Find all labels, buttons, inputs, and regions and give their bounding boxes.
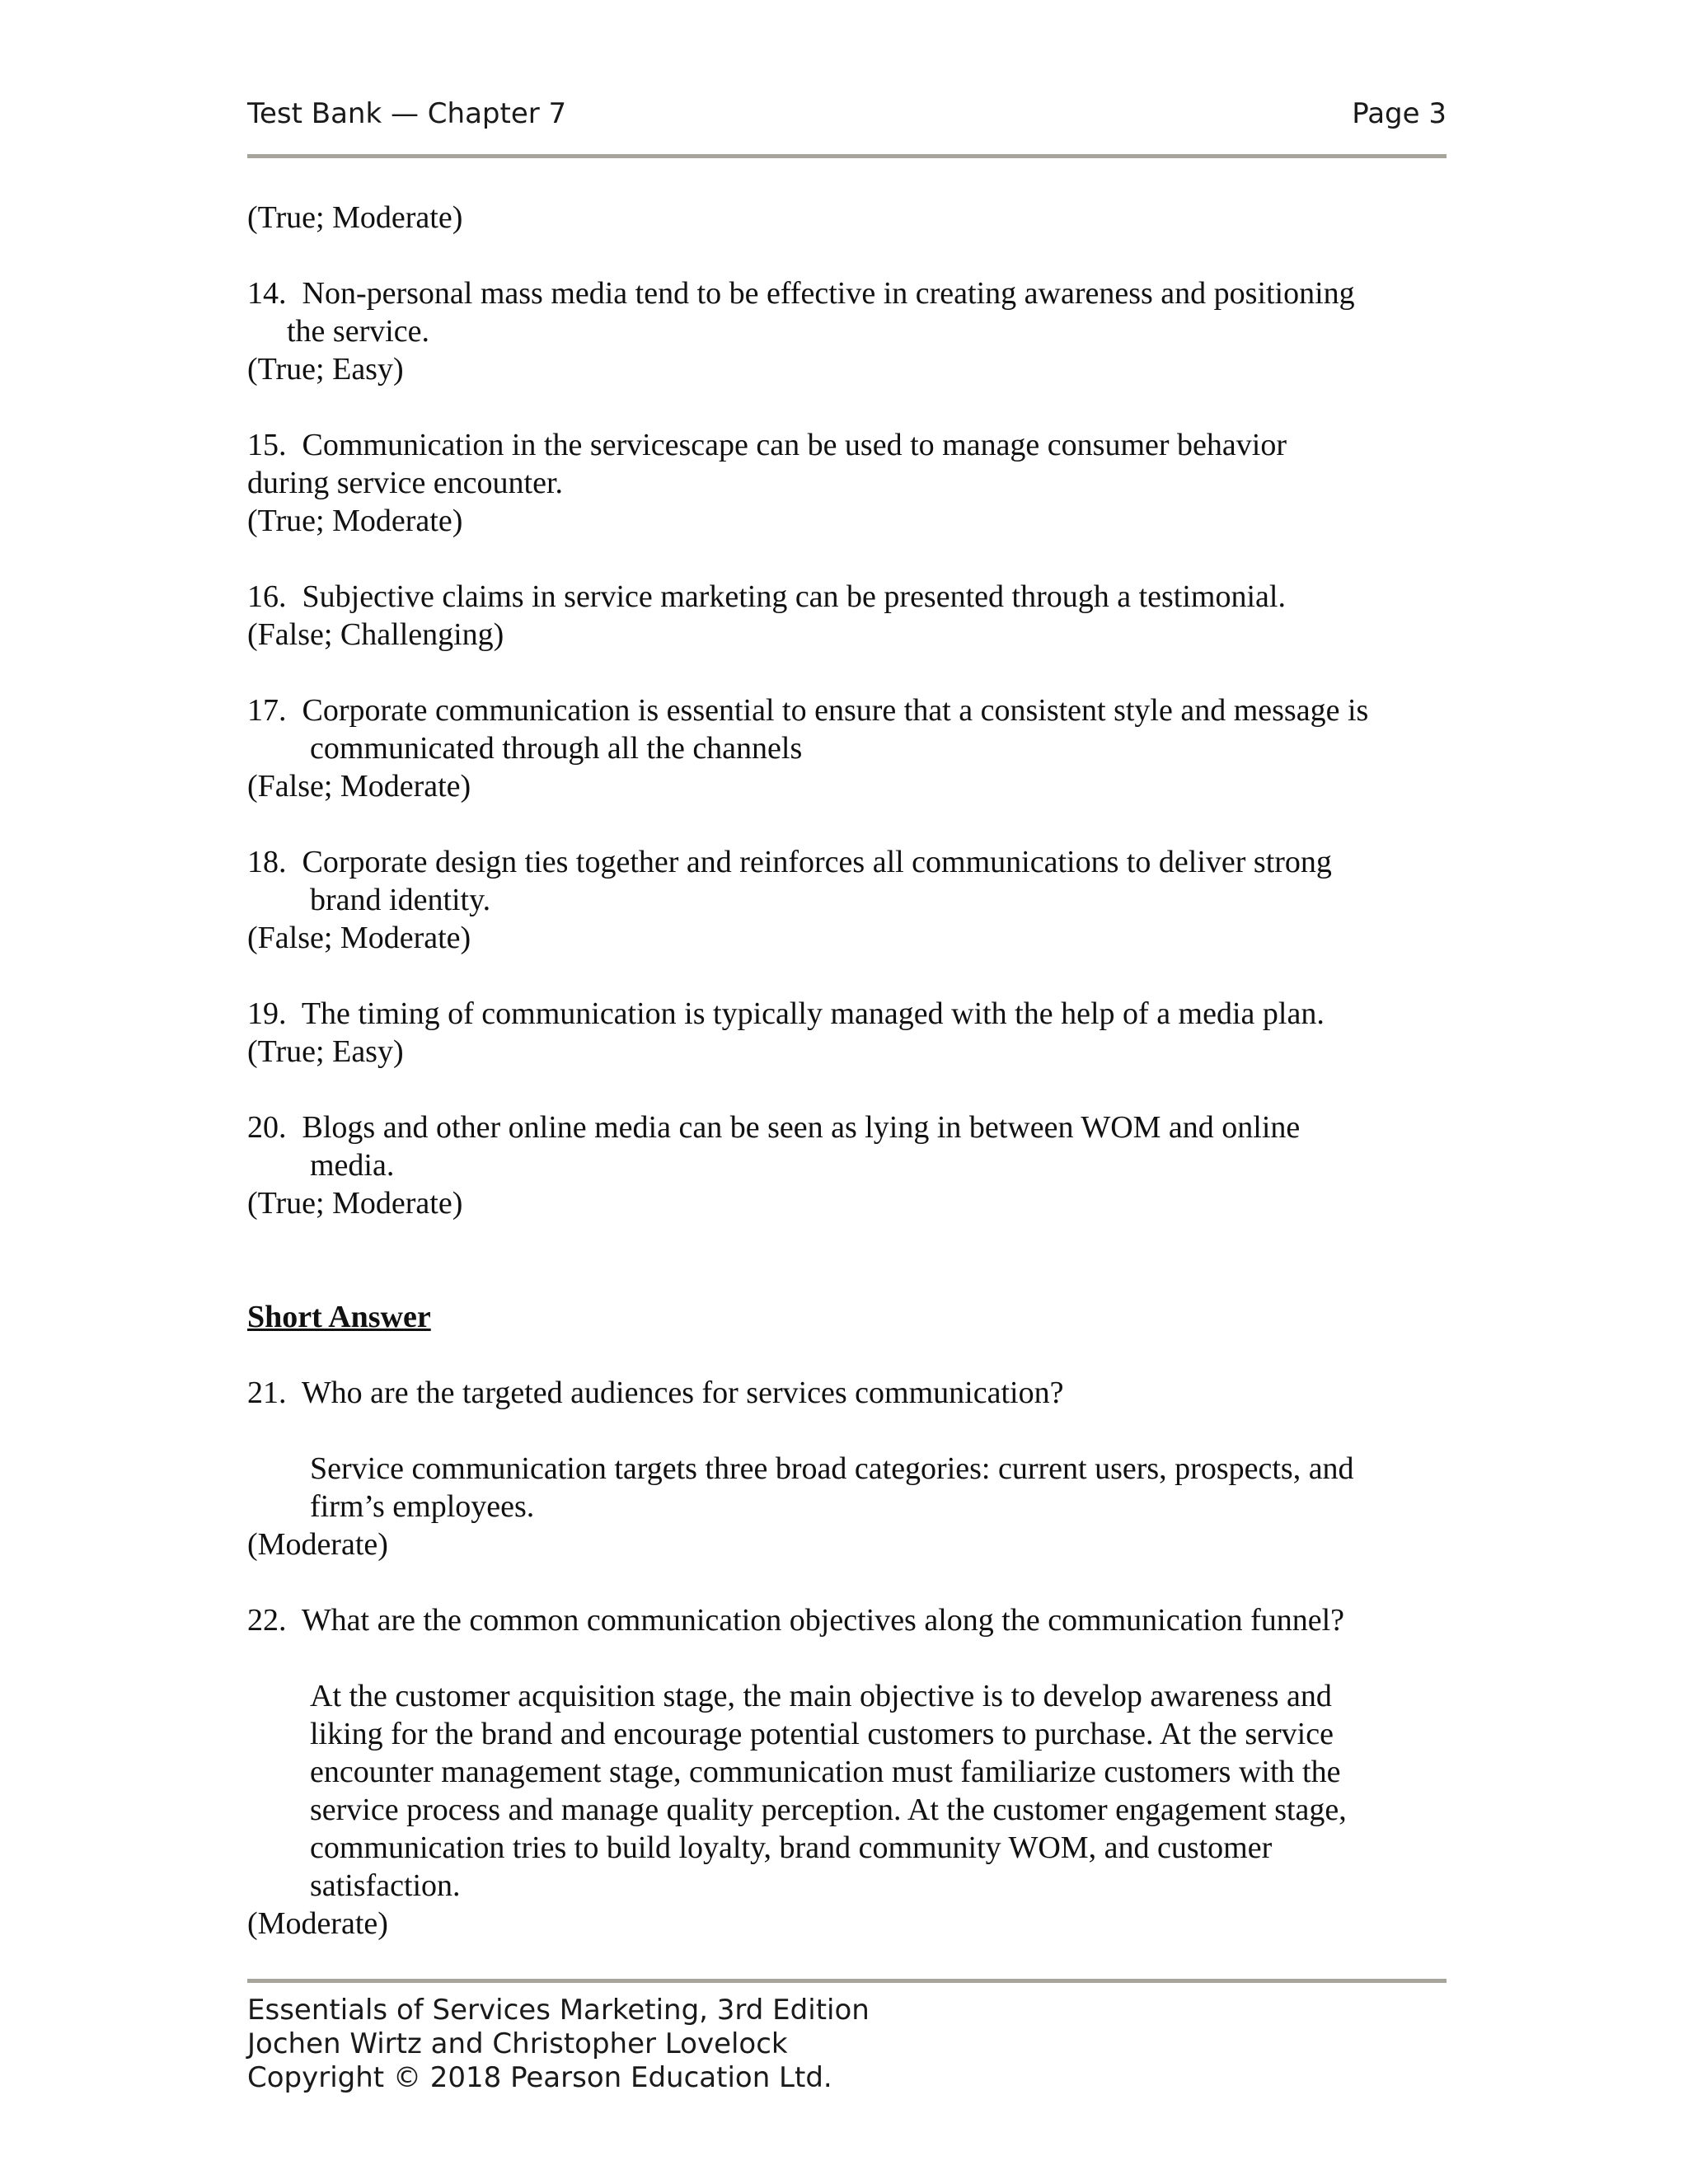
footer-divider [247, 1979, 1447, 1983]
question-14-line-2: the service. [287, 314, 430, 349]
question-21-answer-line-2: firm’s employees. [310, 1489, 535, 1524]
question-22-answer-line-6: satisfaction. [310, 1868, 461, 1903]
page-number: Page 3 [1352, 97, 1447, 130]
question-14-line-1: 14. Non-personal mass media tend to be effective in creating awareness and positioning [247, 276, 1355, 311]
question-15-answer: (True; Moderate) [247, 504, 463, 538]
question-18-line-1: 18. Corporate design ties together and reinforces all communications to deliver strong [247, 845, 1332, 879]
page-footer [247, 1994, 870, 2095]
question-21-difficulty: (Moderate) [247, 1527, 388, 1562]
question-14-answer: (True; Easy) [247, 352, 404, 387]
question-17-answer: (False; Moderate) [247, 769, 471, 804]
footer-book-title: Essentials of Services Marketing, 3rd Edition [247, 1994, 870, 2027]
question-22-answer-line-2: liking for the brand and encourage potential customers to purchase. At the service [310, 1717, 1334, 1751]
document-body [247, 199, 1451, 1943]
question-22-answer-line-1: At the customer acquisition stage, the main objective is to develop awareness and [310, 1679, 1332, 1713]
question-15-line-2: during service encounter. [247, 466, 564, 500]
question-18-line-2: brand identity. [310, 883, 491, 917]
question-19-answer: (True; Easy) [247, 1034, 404, 1069]
question-22-answer-line-3: encounter management stage, communication must familiarize customers with the [310, 1755, 1341, 1789]
header-divider [247, 154, 1447, 158]
question-17-line-2: communicated through all the channels [310, 731, 803, 766]
question-17-line-1: 17. Corporate communication is essential to ensure that a consistent style and message is [247, 693, 1369, 728]
question-21-answer-line-1: Service communication targets three broad categories: current users, prospects, and [310, 1451, 1354, 1486]
question-22-answer-line-4: service process and manage quality perception. At the customer engagement stage, [310, 1793, 1347, 1827]
question-15-line-1: 15. Communication in the servicescape can be used to manage consumer behavior [247, 428, 1287, 462]
question-19-line-1: 19. The timing of communication is typically managed with the help of a media plan. [247, 996, 1325, 1031]
page-header [247, 97, 1447, 138]
lead-answer: (True; Moderate) [247, 200, 463, 235]
question-16-answer: (False; Challenging) [247, 617, 504, 652]
question-22: 22. What are the common communication objectives along the communication funnel? [247, 1603, 1345, 1638]
question-21: 21. Who are the targeted audiences for services communication? [247, 1376, 1064, 1410]
question-20-line-2: media. [310, 1148, 395, 1183]
question-22-answer-line-5: communication tries to build loyalty, brand community WOM, and customer [310, 1830, 1273, 1865]
section-title-short-answer: Short Answer [247, 1300, 431, 1334]
footer-copyright: Copyright © 2018 Pearson Education Ltd. [247, 2061, 832, 2094]
header-title: Test Bank — Chapter 7 [247, 97, 567, 130]
question-22-difficulty: (Moderate) [247, 1906, 388, 1941]
footer-authors: Jochen Wirtz and Christopher Lovelock [247, 2027, 788, 2060]
question-20-answer: (True; Moderate) [247, 1186, 463, 1221]
question-18-answer: (False; Moderate) [247, 921, 471, 955]
question-20-line-1: 20. Blogs and other online media can be seen as lying in between WOM and online [247, 1110, 1301, 1145]
question-16-line-1: 16. Subjective claims in service marketing can be presented through a testimonial. [247, 579, 1286, 614]
